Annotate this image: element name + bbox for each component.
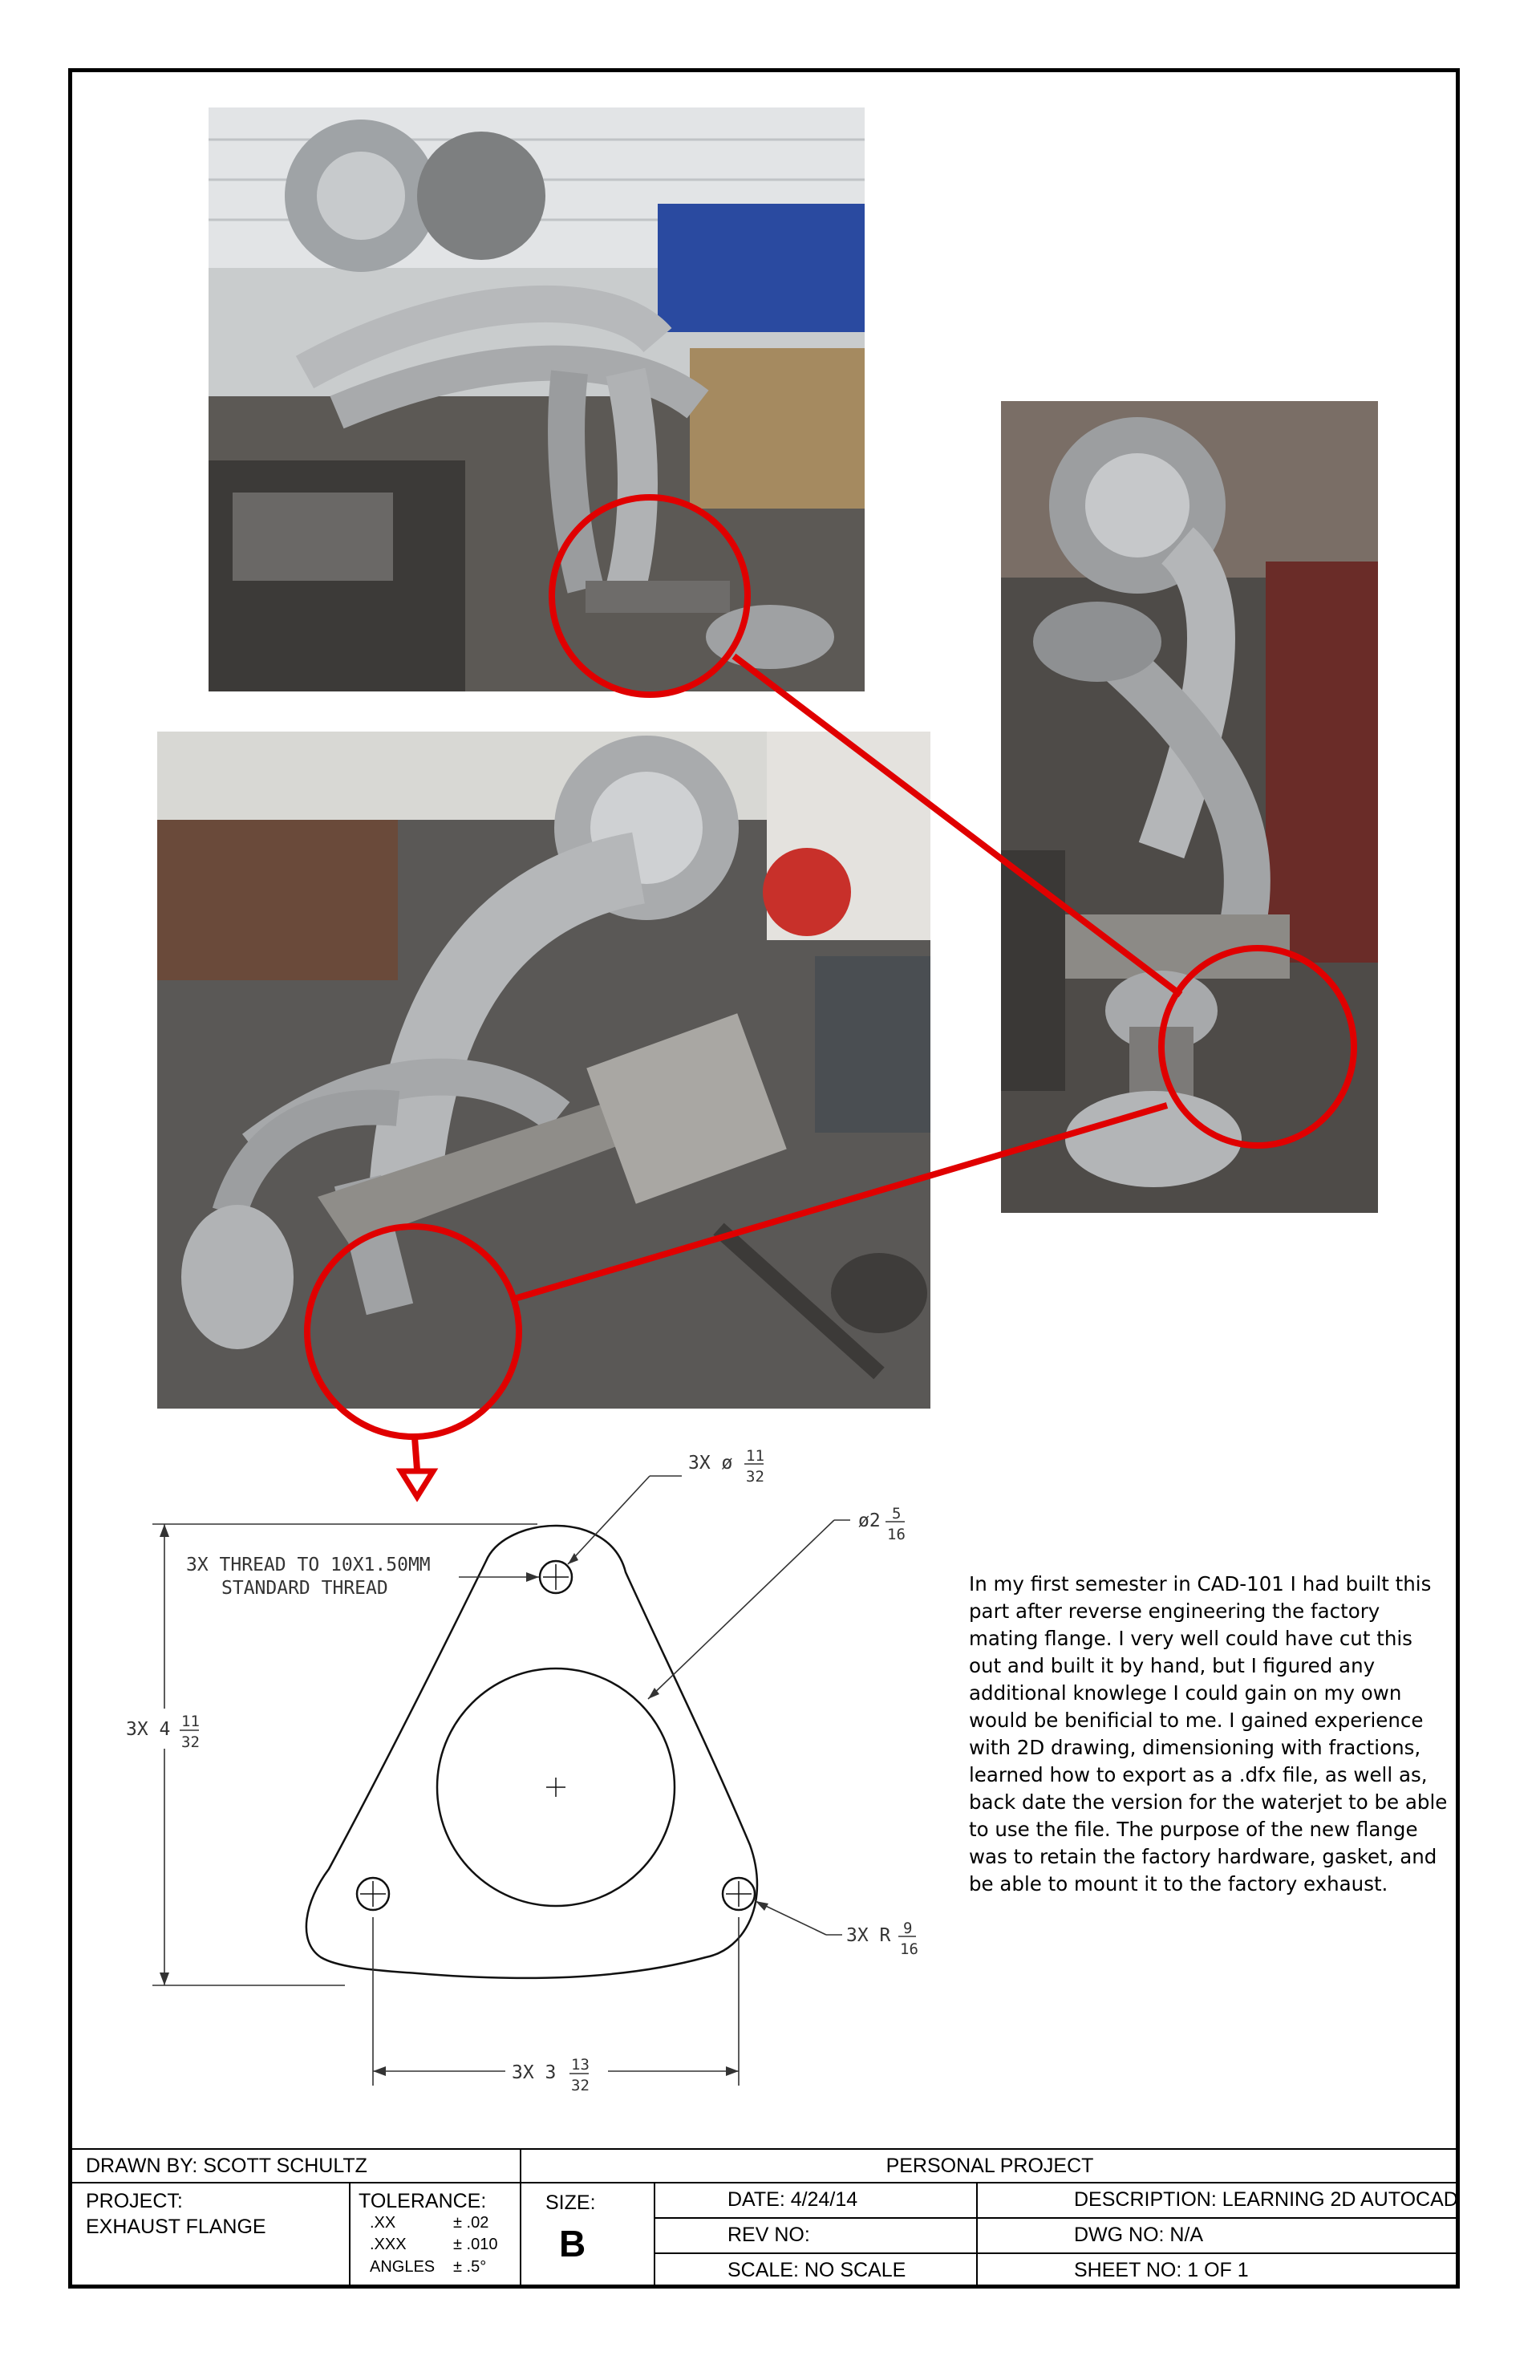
bore-dia-den: 16 — [887, 1526, 906, 1543]
tol-xx-value: ± .02 — [453, 2214, 489, 2232]
spacing-den: 32 — [571, 2077, 590, 2094]
hole-dia-num: 11 — [746, 1447, 764, 1465]
description: DESCRIPTION: LEARNING 2D AUTOCAD — [1074, 2188, 1458, 2211]
radius-num: 9 — [903, 1920, 913, 1937]
size-value: B — [559, 2223, 586, 2264]
size-label: SIZE: — [545, 2191, 596, 2214]
hole-dia-prefix: 3X ø — [688, 1453, 733, 1474]
tol-xxx-label: .XXX — [370, 2236, 407, 2253]
bore-dia-prefix: ø2 — [858, 1510, 881, 1531]
spacing-num: 13 — [571, 2056, 590, 2074]
project-type: PERSONAL PROJECT — [886, 2155, 1094, 2177]
tolerance-label: TOLERANCE: — [359, 2190, 487, 2212]
dwg-no: DWG NO: N/A — [1074, 2224, 1204, 2246]
drawn-by: DRAWN BY: SCOTT SCHULTZ — [86, 2155, 367, 2177]
sheet-no: SHEET NO: 1 OF 1 — [1074, 2259, 1249, 2281]
spacing-prefix: 3X 3 — [512, 2062, 557, 2083]
height-prefix: 3X 4 — [126, 1719, 171, 1740]
title-block — [68, 2148, 1460, 2289]
radius-den: 16 — [900, 1940, 918, 1958]
radius-prefix: 3X R — [846, 1925, 891, 1946]
project-notes: In my first semester in CAD-101 I had built this part after reverse engineering the factory mating flange. I very well could have cut this out and built it by hand, but I figured any additional knowlege I could gain on my own would be benificial to me. I gained experience with 2D drawing, dimensioning with fractions, learned how to export as a .dfx file, as well as, back date the version for the waterjet to be able to use the file. The purpose of the new flange was to retain the factory hardware, gasket, and be able to mount it to the factory exhaust. — [969, 1572, 1448, 1895]
tol-xxx-value: ± .010 — [453, 2236, 498, 2253]
tol-angles-label: ANGLES — [370, 2258, 436, 2276]
project-name: EXHAUST FLANGE — [86, 2216, 266, 2238]
tol-xx-label: .XX — [370, 2214, 396, 2232]
thread-note-line1: 3X THREAD TO 10X1.50MM — [186, 1555, 431, 1575]
hole-dia-den: 32 — [746, 1468, 764, 1486]
bore-dia-num: 5 — [892, 1505, 902, 1522]
date: DATE: 4/24/14 — [727, 2188, 858, 2211]
thread-note-line2: STANDARD THREAD — [221, 1578, 388, 1599]
tol-angles-value: ± .5° — [453, 2258, 487, 2276]
height-den: 32 — [181, 1733, 200, 1751]
rev-no: REV NO: — [727, 2224, 810, 2246]
project-label: PROJECT: — [86, 2190, 183, 2212]
height-num: 11 — [181, 1713, 200, 1730]
scale: SCALE: NO SCALE — [727, 2259, 906, 2281]
